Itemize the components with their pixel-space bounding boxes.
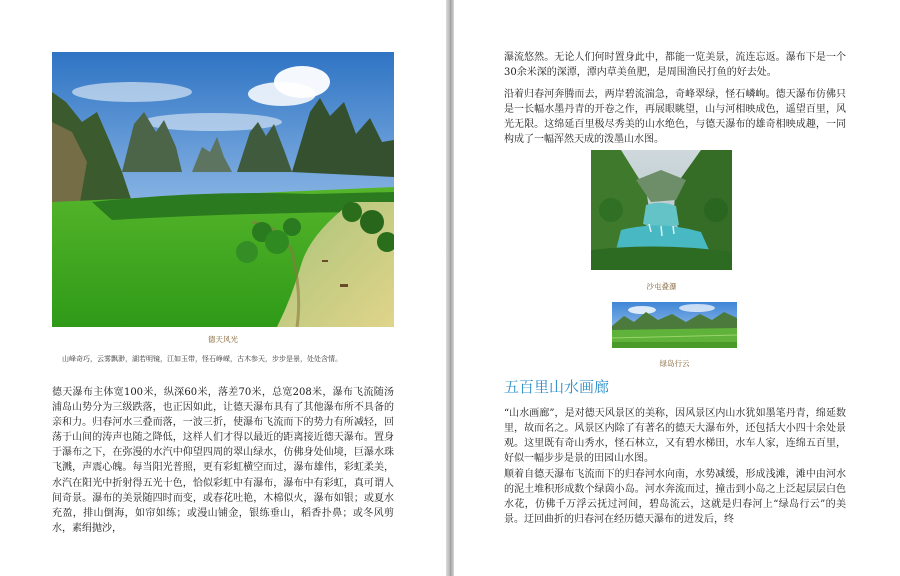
photo-caption-shatun: 沙屯叠瀑 [646,282,677,291]
right-paragraph-3: “山水画廊”，是对德天风景区的美称，因风景区内山水犹如墨笔丹青，绵延数里，故而名之。风景区内除了有著名的德天大瀑布外，还包括大小四十余处景观。这里既有奇山秀水，怪石林立，又有碧水梯田，水车人家，连绵五百里，好似一幅步步是景的田园山水图。 [504,408,846,465]
right-paragraph-1: 瀑流悠然。无论人们何时置身此中，都能一览美景，流连忘返。瀑布下是一个30余米深的深潭，潭内草美鱼肥，是周围渔民打鱼的好去处。 [504,52,846,79]
main-photo-caption: 德天风光 [208,335,238,344]
book-gutter [446,0,454,576]
right-paragraph-2: 沿着归春河奔腾而去，两岸碧流湍急，奇峰翠绿，怪石嶙峋。德天瀑布仿佛只是一长幅水墨丹青的开卷之作，再展眼眺望，山与河相映成色，遥望百里，风光无限。这绵延百里极尽秀美的山水绝色，与德天瀑布的雄奇相映成趣，一同构成了一幅浑然天成的泼墨山水图。 [504,89,846,146]
left-body-paragraph: 德天瀑布主体宽100米，纵深60米，落差70米，总宽208米，瀑布飞流随汤浦岛山势分为三级跌落，也正因如此，让德天瀑布具有了其他瀑布所不具备的亲和力。归春河水三叠而落，一波三折，使瀑布飞流而下的势力有所减轻，回荡于山间的涛声也随之降低，这样人们才得以最近的距离接近德天瀑布。置身于瀑布之下，在弥漫的水汽中仰望四周的翠山绿水，仿佛身处仙境，巨瀑水珠飞溅，声震心魄。每当阳光普照，更有彩虹横空而过，瀑布雄伟，彩虹柔美，水汽在阳光中折射得五光十色，恰似彩虹中有瀑布，瀑布中有彩虹，真可谓人间奇景。瀑布的美景随四时而变，或春花吐艳，木棉似火，瀑布如银；或夏水充盈，排山倒海，如帘如练；或漫山铺金，银练垂山，稻香扑鼻；或冬风剪水，素绢抛沙， [52,387,394,534]
waterfall-photo [591,150,732,270]
section-title: 五百里山水画廊 [504,378,610,396]
green-island-photo [612,302,737,348]
right-paragraph-4: 顺着自德天瀑布飞流而下的归春河水向南，水势减缓，形成浅滩，滩中由河水的泥土堆积形成数个绿茵小岛。河水奔流而过，撞击到小岛之上泛起层层白色水花，仿佛千万浮云抚过河间，碧岛流云，这就是归春河上“绿岛行云”的美景。迂回曲折的归春河在经历德天瀑布的迸发后，终 [504,469,846,526]
intro-text: 山峰奇巧，云雾飘渺，湖若明镜，江如玉带，怪石峥嵘，古木参天，步步是景，处处含情。 [62,355,342,363]
photo-caption-green-island: 绿岛行云 [659,359,690,368]
landscape-photo [52,52,394,327]
